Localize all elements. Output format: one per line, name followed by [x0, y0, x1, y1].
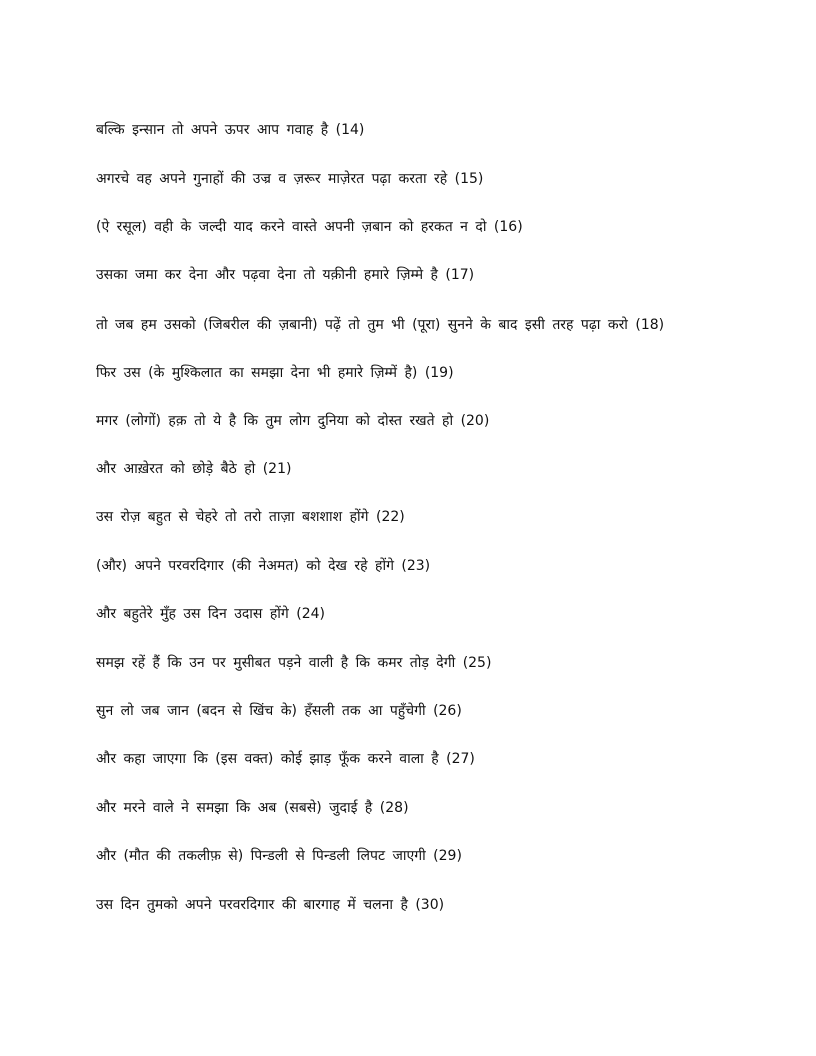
verse-16: (ऐ रसूल) वही के जल्दी याद करने वास्ते अपनी ज़बान को हरकत न दो (16): [96, 219, 523, 235]
verse-17: उसका जमा कर देना और पढ़वा देना तो यक़ीनी हमारे ज़िम्मे है (17): [96, 267, 475, 283]
verse-28: और मरने वाले ने समझा कि अब (सबसे) जुदाई है (28): [96, 800, 409, 816]
verse-15: अगरचे वह अपने गुनाहों की उज्र व ज़रूर माज़ेरत पढ़ा करता रहे (15): [96, 171, 484, 187]
verse-26: सुन लो जब जान (बदन से खिंच के) हँसली तक आ पहुँचेगी (26): [96, 703, 462, 719]
verse-29: और (मौत की तकलीफ़ से) पिन्डली से पिन्डली लिपट जाएगी (29): [96, 848, 462, 864]
verse-14: बल्कि इन्सान तो अपने ऊपर आप गवाह है (14): [96, 122, 365, 138]
verse-18: तो जब हम उसको (जिबरील की ज़बानी) पढ़ें तो तुम भी (पूरा) सुनने के बाद इसी तरह पढ़ा करो (18): [96, 317, 665, 333]
verse-19: फिर उस (के मुश्किलात का समझा देना भी हमारे ज़िम्में है) (19): [96, 365, 454, 381]
verse-24: और बहुतेरे मुँह उस दिन उदास होंगे (24): [96, 606, 325, 622]
verse-23: (और) अपने परवरदिगार (की नेअमत) को देख रहे होंगे (23): [96, 558, 431, 574]
verse-27: और कहा जाएगा कि (इस वक्त) कोई झाड़ फूँक करने वाला है (27): [96, 751, 475, 767]
verse-22: उस रोज़ बहुत से चेहरे तो तरो ताज़ा बशशाश होंगे (22): [96, 509, 405, 525]
verse-21: और आख़ेरत को छोड़े बैठे हो (21): [96, 461, 292, 477]
verse-25: समझ रहें हैं कि उन पर मुसीबत पड़ने वाली है कि कमर तोड़ देगी (25): [96, 655, 492, 671]
verse-30: उस दिन तुमको अपने परवरदिगार की बारगाह में चलना है (30): [96, 897, 445, 913]
document-page: [96, 0, 720, 1056]
verse-20: मगर (लोगों) हक़ तो ये है कि तुम लोग दुनिया को दोस्त रखते हो (20): [96, 413, 490, 429]
